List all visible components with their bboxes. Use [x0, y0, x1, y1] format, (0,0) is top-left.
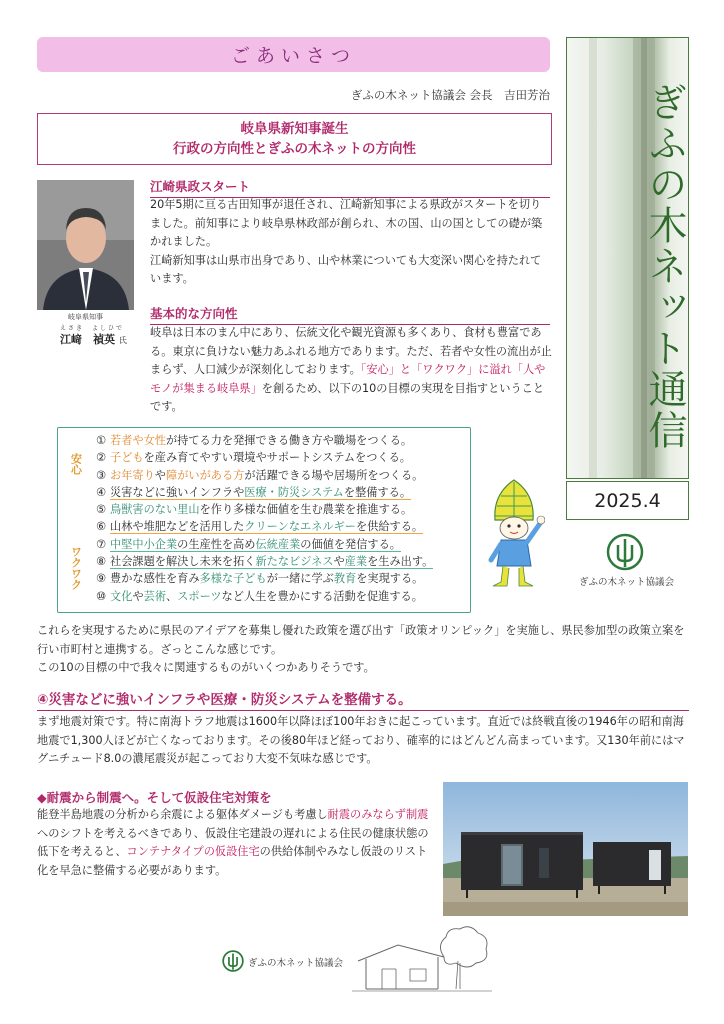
highlight-text: コンテナタイプの仮設住宅	[126, 845, 260, 858]
goal-text: 多様な子ども	[199, 572, 267, 586]
goal-text: や	[132, 589, 144, 603]
goal-number: ⑩	[96, 589, 107, 603]
highlight-text: 耐震のみならず制震	[327, 808, 429, 821]
goal-text: が一緒に学ぶ	[266, 572, 334, 586]
goal-text: 里山	[177, 503, 200, 517]
goal-number: ⑨	[96, 572, 107, 586]
goal-text: 文化	[110, 589, 133, 603]
goal-number: ⑦	[96, 537, 107, 551]
goal-number: ③	[96, 468, 107, 482]
section-body-direction	[150, 324, 552, 417]
paragraph: これらを実現するために県民のアイデアを募集し優れた政策を選び出す「政策オリンピック」を実施し、県民参加型の政策立案を行い市町村と連携する。ざっとこんな感じです。	[37, 624, 685, 656]
goal-text: など人生を豊かにする活動を促進する。	[221, 589, 423, 603]
honorific: 氏	[118, 336, 127, 345]
goal-text: スポーツ	[177, 589, 222, 603]
paragraph-text: の供給体制やみなし仮設のリスト化を早急に整備する必要があります。	[37, 845, 428, 877]
headline-box	[37, 113, 552, 165]
headline-line-2: 行政の方向性とぎふの木ネットの方向性	[173, 141, 416, 157]
goal-text: 鳥獣害のない	[110, 503, 178, 517]
goal-text: クリーンなエネルギー	[244, 520, 356, 534]
goal-item	[96, 553, 468, 570]
section-heading-seishin: ◆耐震から制震へ。そして仮設住宅対策を	[37, 790, 272, 805]
container-house-icon	[443, 782, 688, 916]
portrait-ruby: えさき よしひで	[60, 325, 125, 332]
goal-item	[96, 588, 468, 605]
goal-text: 、	[166, 589, 178, 603]
section-body-disaster: まず地震対策です。特に南海トラフ地震は1600年以降ほぼ100年おきに起こっています。直近では終戦直後の1946年の昭和南海地震で1,300人ほどが亡くなっております。その後80年ほど経っており、確率的にはどんどん高まっています。又130年前にはマグニチュード8.0の濃尾震災が起こっており大変不気味な感じです。	[37, 715, 685, 765]
issue-date: 2025.4	[566, 481, 689, 520]
container-house-photo	[443, 782, 688, 916]
governor-portrait	[37, 180, 134, 310]
goal-number: ⑧	[96, 555, 107, 569]
paragraph: 江崎新知事は山県市出身であり、山や林業についても大変深い関心を持たれています。	[150, 253, 542, 285]
paragraph-text: 能登半島地震の分析から余震による躯体ダメージも考慮し	[37, 808, 328, 821]
goal-item	[96, 536, 468, 553]
footer-tree-logo-icon	[222, 950, 244, 972]
goal-text: を実現する。	[356, 572, 424, 586]
goal-text: 中堅中小企業	[110, 537, 178, 551]
portrait-caption: 岐阜県知事	[68, 313, 103, 321]
headline-line-1: 岐阜県新知事誕生	[240, 121, 349, 137]
tree-logo-icon	[606, 533, 644, 571]
highlight-text: 「安心」と「ワクワク」に溢れ「人やモノが集まる岐阜県」	[150, 363, 546, 395]
goal-number: ⑥	[96, 520, 107, 534]
greeting-band	[37, 37, 550, 72]
section-heading-kensei: 江崎県政スタート	[150, 177, 550, 198]
goal-text: を作り多様な価値を生む農業を推進する。	[199, 503, 413, 517]
summary-paragraph	[37, 622, 689, 678]
goal-item	[96, 484, 468, 501]
goal-number: ②	[96, 451, 107, 465]
goal-text: 豊かな感性を育み	[110, 572, 200, 586]
masthead-panel	[566, 37, 689, 479]
goal-text: 新たなビジネス	[255, 555, 334, 569]
goal-item	[96, 432, 468, 449]
goal-text: が活躍できる場や居場所をつくる。	[244, 468, 424, 482]
goal-text: お年寄り	[110, 468, 155, 482]
org-name: ぎふの木ネット協議会	[578, 577, 674, 588]
section-heading-disaster: ④災害などに強いインフラや医療・防災システムを整備する。	[37, 688, 689, 711]
goal-text: 産業	[344, 555, 368, 569]
goals-side-labels	[64, 436, 88, 608]
paragraph-text: 岐阜は日本のまん中にあり、伝統文化や観光資源も多くあり、食材も豊富である。東京に負けない魅力あふれる地方であります。ただ、若者や女性の流出が止まらず、人口減少が深刻化しております。	[150, 326, 552, 376]
goal-text: 社会課題を解決し未来を拓く	[110, 555, 256, 569]
goal-text: 芸術	[143, 589, 167, 603]
goal-text: 医療・防災システム	[244, 485, 344, 499]
goal-text: 若者や女性	[110, 434, 166, 447]
side-label-wakuwaku: ワクワク	[69, 546, 83, 590]
goal-text: や	[154, 468, 166, 482]
goal-number: ①	[96, 434, 107, 447]
goal-item	[96, 518, 468, 535]
section-body-seishin	[37, 806, 437, 880]
goal-text: が持てる力を発揮できる働き方や職場をつくる。	[165, 434, 413, 447]
footer-org-name: ぎふの木ネット協議会	[248, 958, 344, 969]
goals-list	[96, 432, 468, 605]
section-heading-direction: 基本的な方向性	[150, 304, 550, 325]
goal-text: 子ども	[110, 451, 144, 465]
mascot-icon	[483, 476, 545, 590]
paragraph-text: を創るため、以下の10の目標の実現を目指すということです。	[150, 381, 545, 413]
governor-name: 江﨑 禎英	[60, 333, 115, 346]
goal-text: を生み出す。	[367, 555, 434, 569]
goal-number: ⑤	[96, 503, 107, 517]
goal-text: 山林や堆肥などを活用した	[110, 520, 245, 534]
paragraph: この10の目標の中で我々に関連するものがいくつかありそうです。	[37, 661, 375, 674]
goal-text: 災害などに強いインフラや	[110, 485, 245, 499]
goal-text: 伝統産業	[255, 537, 301, 551]
goal-item	[96, 501, 468, 518]
goal-text: の生産性を高め	[177, 537, 256, 551]
goal-text: や	[333, 555, 345, 569]
goal-text: を整備する。	[343, 485, 412, 499]
portrait-name	[60, 331, 127, 347]
goal-number: ④	[96, 485, 107, 499]
goal-item	[96, 449, 468, 466]
goal-text: を産み育てやすい環境やサポートシステムをつくる。	[143, 451, 411, 465]
goal-text: 障がいがある方	[166, 468, 245, 482]
section-body-kensei	[150, 196, 552, 289]
greeting-title: ごあいさつ	[230, 45, 356, 67]
goal-item	[96, 467, 468, 484]
house-sketch-icon	[352, 923, 492, 997]
side-label-anshin: 安心	[69, 453, 83, 475]
masthead-title: ぎふの木ネット通信	[642, 81, 687, 451]
goal-text: を供給する。	[355, 520, 424, 534]
author-line: ぎふの木ネット協議会 会長 吉田芳治	[350, 88, 550, 102]
goals-box	[57, 427, 471, 613]
portrait-photo-icon	[37, 180, 134, 310]
paragraph: 20年5期に亘る古田知事が退任され、江崎新知事による県政がスタートを切りました。前知事により岐阜県林政部が創られ、木の国、山の国としての礎が築かれました。	[150, 198, 543, 248]
goal-text: の価値を発信する。	[300, 537, 401, 551]
paragraph-text: へのシフトを考えるべきであり、仮設住宅建設の遅れによる住民の健康状態の低下を考えると、	[37, 826, 429, 858]
goal-item	[96, 570, 468, 587]
goal-text: 教育	[333, 572, 357, 586]
